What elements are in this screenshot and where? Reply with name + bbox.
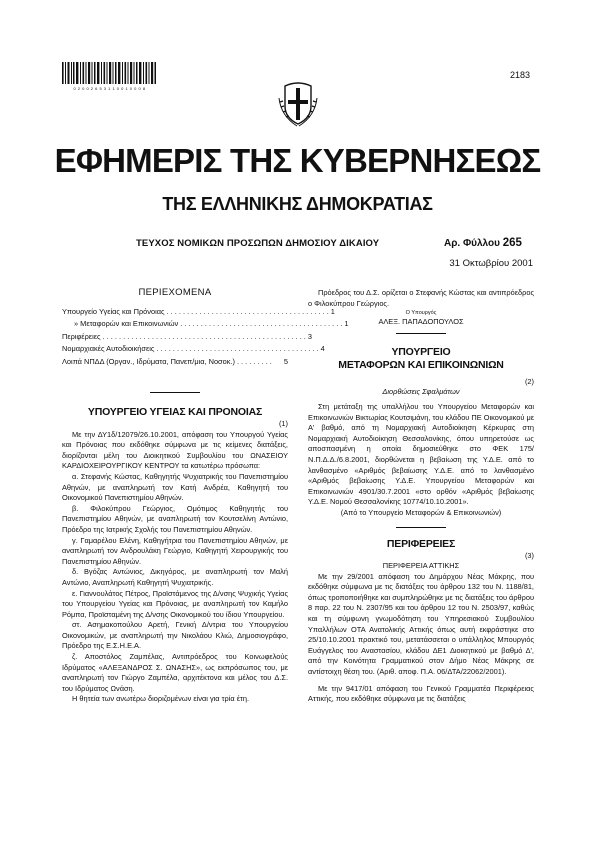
toc-item[interactable] bbox=[62, 331, 312, 344]
page-number: 2183 bbox=[510, 70, 531, 80]
issue-number bbox=[444, 237, 522, 249]
paragraph: ε. Γιαννουλάτος Πέτρος, Προϊστάμενος της Δ/νσης Ψυχικής Υγείας του Υπουργείου Υγείας και Πρόνοιας, με αναπληρωτή τον Καμήλο Ρόμπα, Προϊσταμένη της Δ/νσης Οικονομικού του ίδιου Υπουργείου. bbox=[62, 588, 288, 619]
paragraph: Με την 9417/01 απόφαση του Γενικού Γραμματέα Περιφέρειας Αττικής, που εκδόθηκε σύμφωνα με τις διατάξεις bbox=[308, 683, 534, 704]
toc-title: ΠΕΡΙΕΧΟΜΕΝΑ bbox=[138, 287, 212, 298]
toc bbox=[62, 287, 349, 368]
section-heading-transport-1: ΥΠΟΥΡΓΕΙΟ bbox=[391, 345, 451, 358]
toc-item-label: Περιφέρειες bbox=[62, 331, 101, 341]
paragraph: δ. Βγόζας Αντώνιος, Δικηγόρος, με αναπληρωτή τον Μαλή Αντώνιο, Αναπληρωτή Καθηγητή Ψυχιατρικής. bbox=[62, 567, 288, 587]
issue-prefix: Αρ. Φύλλου bbox=[444, 238, 500, 249]
toc-dots: . . . . . . . . . . . . . . . . . . . . . . . . . . . . . . . . . . . . . . . . bbox=[156, 344, 319, 354]
toc-item-label: Λοιπά ΝΠΔΔ (Οργαν., Ιδρύματα, Πανεπ/μια, Νοσοκ.) bbox=[62, 356, 235, 366]
paragraph: β. Φιλοκύπρου Γεώργιος, Ομότιμος Καθηγητής του Πανεπιστημίου Αθηνών, με αναπληρωτή τον Κουτσελίνη Αντώνιο, Πρόεδρο της Ιατρικής Σχολής του Πανεπιστημίου Αθηνών. bbox=[62, 503, 288, 534]
toc-item[interactable] bbox=[62, 318, 349, 331]
paragraph: ζ. Αποστόλος Ζαμπέλας, Αντιπρόεδρος του Κοινωφελούς Ιδρύματος «ΑΛΕΞΑΝΔΡΟΣ Σ. ΩΝΑΣΗΣ», ως εκπρόσωπος του, με αναπληρωτή τον Γιώργο Ζαμπέλα, αρχιτέκτονα και μέλος του Δ.Σ. του Ιδρύματος Ωνάση. bbox=[62, 652, 288, 693]
toc-item-page: 1 bbox=[344, 319, 349, 329]
toc-item-page: 1 bbox=[330, 306, 335, 316]
left-section bbox=[62, 392, 288, 705]
toc-item-label: » Μεταφορών και Επικοινωνιών bbox=[74, 319, 179, 329]
signer-title: Ο Υπουργός bbox=[405, 310, 437, 317]
toc-dots: . . . . . . . . . bbox=[236, 356, 272, 366]
toc-item[interactable] bbox=[62, 343, 325, 356]
paragraph: Πρόεδρος του Δ.Σ. ορίζεται ο Στεφανής Κώστας και αντιπρόεδρος ο Φιλοκύπρου Γεώργιος. bbox=[308, 288, 534, 308]
toc-item-label: Υπουργείο Υγείας και Πρόνοιας bbox=[62, 306, 165, 316]
paragraph: Με την ΔΥ1δ/12079/26.10.2001, απόφαση του Υπουργού Υγείας και Πρόνοιας που εκδόθηκε σύμφωνα με τις κείμενες διατάξεις, διορίζονται μέλη του Διοικητικού Συμβουλίου του ΩΝΑΣΕΙΟΥ ΚΑΡΔΙΟΧΕΙΡΟΥΡΓΙΚΟΥ ΚΕΝΤΡΟΥ τα κατωτέρω πρόσωπα: bbox=[62, 429, 288, 471]
corrections-subtitle: Διορθώσεις Σφαλμάτων bbox=[382, 387, 460, 397]
paragraph: Στη μετάταξη της υπαλλήλου του Υπουργείου Μεταφορών και Επικοινωνιών Βικτωρίας Κουτσιμάνη, του κλάδου ΠΕ Οικονομικού με Α' βαθμό, από τη Νομαρχιακή Αυτοδιοίκηση Κέρκυρας στη Νομαρχιακή Αυτοδιοίκηση Θεσσαλονίκης, όπου υπηρετούσε ως αποσπασμένη η οποία δημοσιεύθηκε στο ΦΕΚ 175/Ν.Π.Δ.Δ./6.8.2001, διορθώνεται η βεβαίωση της Υ.Δ.Ε. από το λανθασμένο «Αριθμός βεβαίωσης Υ.Δ.Ε. από το λανθασμένο «Αριθμός βεβαίωσης Υ.Δ.Ε. Υπουργείου Μεταφορών και Επικοινωνιών 4901/30.7.2001 «στο ορθόν «Αριθμός βεβαίωσης Υ.Δ.Ε. Νομού Θεσσαλονίκης 10774/10.10.2001». bbox=[308, 401, 534, 507]
toc-item[interactable] bbox=[62, 306, 335, 319]
paragraph: Με την 29/2001 απόφαση του Δημάρχου Νέας Μάκρης, που εκδόθηκε σύμφωνα με τις διατάξεις του άρθρου 132 του Ν. 1188/81, όπως τροποποιήθηκε και συμπληρώθηκε με τις διατάξεις του άρθρου 8 παρ. 22 του Ν. 2307/95 και του άρθρου 12 του Ν. 2503/97, καθώς και τη σύμφωνη γνωμοδότηση του Υπηρεσιακού Συμβουλίου Υπαλλήλων ΟΤΑ Ανατολικής Αττικής όπως αυτή εκφράστηκε στο 25/10.10.2001 πρακτικό του, μετατάσσεται ο υπάλληλος Μπουργιός Ευάγγελος του Αναστασίου, κλάδου ΔΕ1 Διοικητικού με βαθμό Δ', από την Κοινότητα Γραμματικού στον Δήμο Νέας Μάκρης σε αντίστοιχη θέση του. (Αριθ. αποφ. Π.Α. 06/ΔΤΑ/22062/2001). bbox=[308, 571, 534, 677]
barcode-number: 0 2 0 0 2 6 5 3 1 1 0 0 1 0 0 0 8 bbox=[73, 86, 146, 91]
section-heading-health: ΥΠΟΥΡΓΕΙΟ ΥΓΕΙΑΣ ΚΑΙ ΠΡΟΝΟΙΑΣ bbox=[87, 406, 263, 418]
gazette-subtitle: ΤΗΣ ΕΛΛΗΝΙΚΗΣ ΔΗΜΟΚΡΑΤΙΑΣ bbox=[162, 194, 433, 214]
item-ref: (3) bbox=[524, 550, 534, 560]
toc-dots: . . . . . . . . . . . . . . . . . . . . . . . . . . . . . . . . . . . . . . . . bbox=[166, 306, 329, 316]
issuer-note: (Από το Υπουργείο Μεταφορών & Επικοινωνιών) bbox=[340, 507, 502, 517]
toc-item-page: 3 bbox=[307, 331, 312, 341]
toc-item[interactable] bbox=[62, 356, 288, 369]
gazette-title: ΕΦΗΜΕΡΙΣ ΤΗΣ ΚΥΒΕΡΝΗΣΕΩΣ bbox=[54, 142, 541, 179]
section-heading-transport-2: ΜΕΤΑΦΟΡΩΝ ΚΑΙ ΕΠΙΚΟΙΝΩΝΙΩΝ bbox=[338, 358, 504, 371]
signer-name: ΑΛΕΞ. ΠΑΠΑΔΟΠΟΥΛΟΣ bbox=[378, 317, 464, 327]
region-subtitle: ΠΕΡΙΦΕΡΕΙΑ ΑΤΤΙΚΗΣ bbox=[382, 561, 460, 571]
paragraph: α. Στεφανής Κώστας, Καθηγητής Ψυχιατρικής του Πανεπιστημίου Αθηνών, με αναπληρωτή τον Κατή Ανδρέα, Καθηγητή του Οικονομικού Πανεπιστημίου Αθηνών. bbox=[62, 471, 288, 503]
item-ref: (2) bbox=[524, 376, 534, 386]
paragraph: στ. Ασημακοπούλου Αρετή, Γενική Δ/ντρια του Υπουργείου Οικονομικών, με αναπληρωτή την Νικολάου Κλιώ, Δημοσιογράφο, Πρόεδρο της Ε.Σ.Η.Ε.Α. bbox=[62, 620, 288, 651]
right-column bbox=[308, 288, 534, 705]
toc-dots: . . . . . . . . . . . . . . . . . . . . . . . . . . . . . . . . . . . . . . . . bbox=[180, 319, 343, 329]
section-heading-regions: ΠΕΡΙΦΕΡΕΙΕΣ bbox=[386, 537, 456, 550]
barcode bbox=[62, 62, 157, 84]
paragraph: γ. Γαμαρέλου Ελένη, Καθηγήτρια του Πανεπιστημίου Αθηνών, με αναπληρωτή τον Ανδρουλάκη Γεώργιο, Καθηγητή Χειρουργικής του Πανεπιστημίου Αθηνών. bbox=[62, 535, 288, 566]
issue-number-value: 265 bbox=[502, 237, 522, 249]
issue-type: ΤΕΥΧΟΣ ΝΟΜΙΚΩΝ ΠΡΟΣΩΠΩΝ ΔΗΜΟΣΙΟΥ ΔΙΚΑΙΟΥ bbox=[136, 238, 380, 249]
paragraph: Η θητεία των ανωτέρω διοριζομένων είναι για τρία έτη. bbox=[72, 694, 250, 704]
toc-item-label: Νομαρχιακές Αυτοδιοικήσεις bbox=[62, 344, 155, 354]
toc-dots: . . . . . . . . . . . . . . . . . . . . . . . . . . . . . . . . . . . . . . . . . . . . . . . . . . bbox=[102, 331, 306, 341]
toc-item-page: 5 bbox=[283, 356, 288, 366]
toc-item-page: 4 bbox=[320, 344, 325, 354]
greek-coat-of-arms-icon bbox=[277, 76, 319, 128]
issue-date: 31 Οκτωβρίου 2001 bbox=[449, 258, 533, 269]
item-ref: (1) bbox=[278, 419, 288, 428]
